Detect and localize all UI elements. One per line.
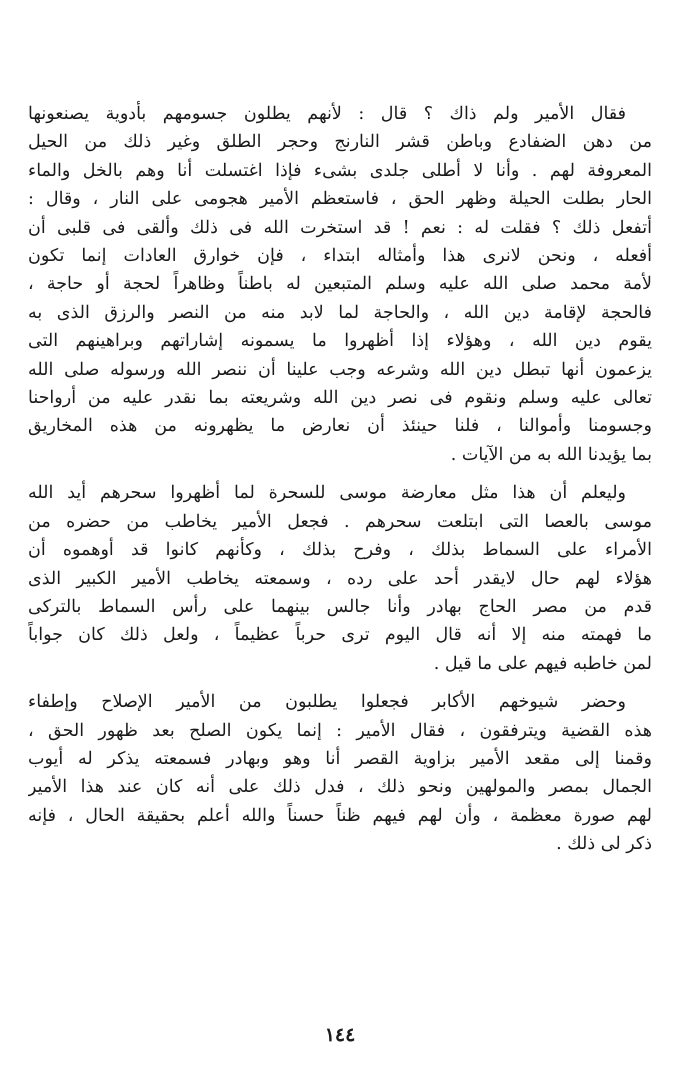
text-line: من دهن الضفادع وباطن قشر النارنج وحجر الطلق وغير ذلك من الحيل xyxy=(28,132,652,153)
text-line: ما فهمته منه إلا أنه قال اليوم ترى حرباً عظيماً ، ولعل ذلك كان جواباً xyxy=(28,625,652,646)
text-line: موسى بالعصا التى ابتلعت سحرهم . فجعل الأمير يخاطب من حضره من xyxy=(28,511,652,532)
text-line: الحار بطلت الحيلة وظهر الحق ، فاستعظم الأمير هجومى على النار ، وقال : xyxy=(28,189,652,210)
text-line: هؤلاء لهم حال لايقدر أحد على رده ، وسمعته يخاطب الأمير الكبير الذى xyxy=(28,568,652,589)
paragraph-1 xyxy=(28,100,652,469)
text-line: فقال الأمير ولم ذاك ؟ قال : لأنهم يطلون جسومهم بأدوية يصنعونها xyxy=(28,104,626,124)
text-line: أفعله ، ونحن لانرى هذا وأمثاله ابتداء ، فإن خوارق العادات إنما تكون xyxy=(28,246,652,267)
text-line: لهم صورة معظمة ، وأن لهم فيهم ظناً حسناً والله أعلم بحقيقة الحال ، فإنه xyxy=(28,805,652,826)
text-line: وجسومنا وأموالنا ، فلنا حينئذ أن نعارض ما يظهرونه من هذه المخاريق xyxy=(28,416,652,437)
text-line: يزعمون أنها تبطل دين الله وشرعه وجب علينا أن ننصر الله ورسوله صلى الله xyxy=(28,359,652,380)
text-line: بما يؤيدنا الله به من الآيات . xyxy=(450,444,652,465)
text-line: وحضر شيوخهم الأكابر فجعلوا يطلبون من الأمير الإصلاح وإطفاء xyxy=(28,692,626,713)
text-line: لأمة محمد صلى الله عليه وسلم المتبعين له باطناً وظاهراً لحجة أو حاجة ، xyxy=(28,274,652,295)
text-line: وليعلم أن هذا مثل معارضة موسى للسحرة لما أظهروا سحرهم أيد الله xyxy=(28,483,626,504)
text-line: ذكر لى ذلك . xyxy=(556,834,652,855)
body-text xyxy=(28,100,652,859)
text-line: الأمراء على السماط بذلك ، وفرح بذلك ، وكأنهم كانوا قد أوهموه أن xyxy=(28,540,652,561)
text-line: قدم من مصر الحاج بهادر وأنا جالس بينهما على رأس السماط بالتركى xyxy=(28,596,652,617)
text-line: تعالى عليه وسلم ونقوم فى نصر دين الله وشريعته بما نقدر عليه من أرواحنا xyxy=(28,388,652,409)
text-line: لمن خاطبه فيهم على ما قيل . xyxy=(433,653,652,674)
text-line: أتفعل ذلك ؟ فقلت له : نعم ! قد استخرت الله فى ذلك وألقى فى قلبى أن xyxy=(28,217,652,238)
page-number: ١٤٤ xyxy=(324,1024,356,1046)
text-line: وقمنا إلى مقعد الأمير بزاوية القصر أنا وهو وبهادر فسمعته يذكر له أيوب xyxy=(28,748,652,769)
text-line: يقوم دين الله ، وهؤلاء إذا أظهروا ما يسمونه إشاراتهم وبراهينهم التى xyxy=(28,331,652,352)
text-line: هذه القضية ويترفقون ، فقال الأمير : إنما يكون الصلح بعد ظهور الحق ، xyxy=(28,720,652,741)
text-line: المعروفة لهم . وأنا لا أطلى جلدى بشىء فإذا اغتسلت أنا وهم بالخل والماء xyxy=(28,160,652,181)
text-line: الجمال بمصر والمولهين ونحو ذلك ، فدل ذلك على أنه كان عند هذا الأمير xyxy=(28,777,652,798)
paragraph-2 xyxy=(28,479,652,678)
text-line: فالحجة لإقامة دين الله ، والحاجة لما لابد منه من النصر والرزق الذى به xyxy=(28,302,652,323)
paragraph-3 xyxy=(28,688,652,858)
